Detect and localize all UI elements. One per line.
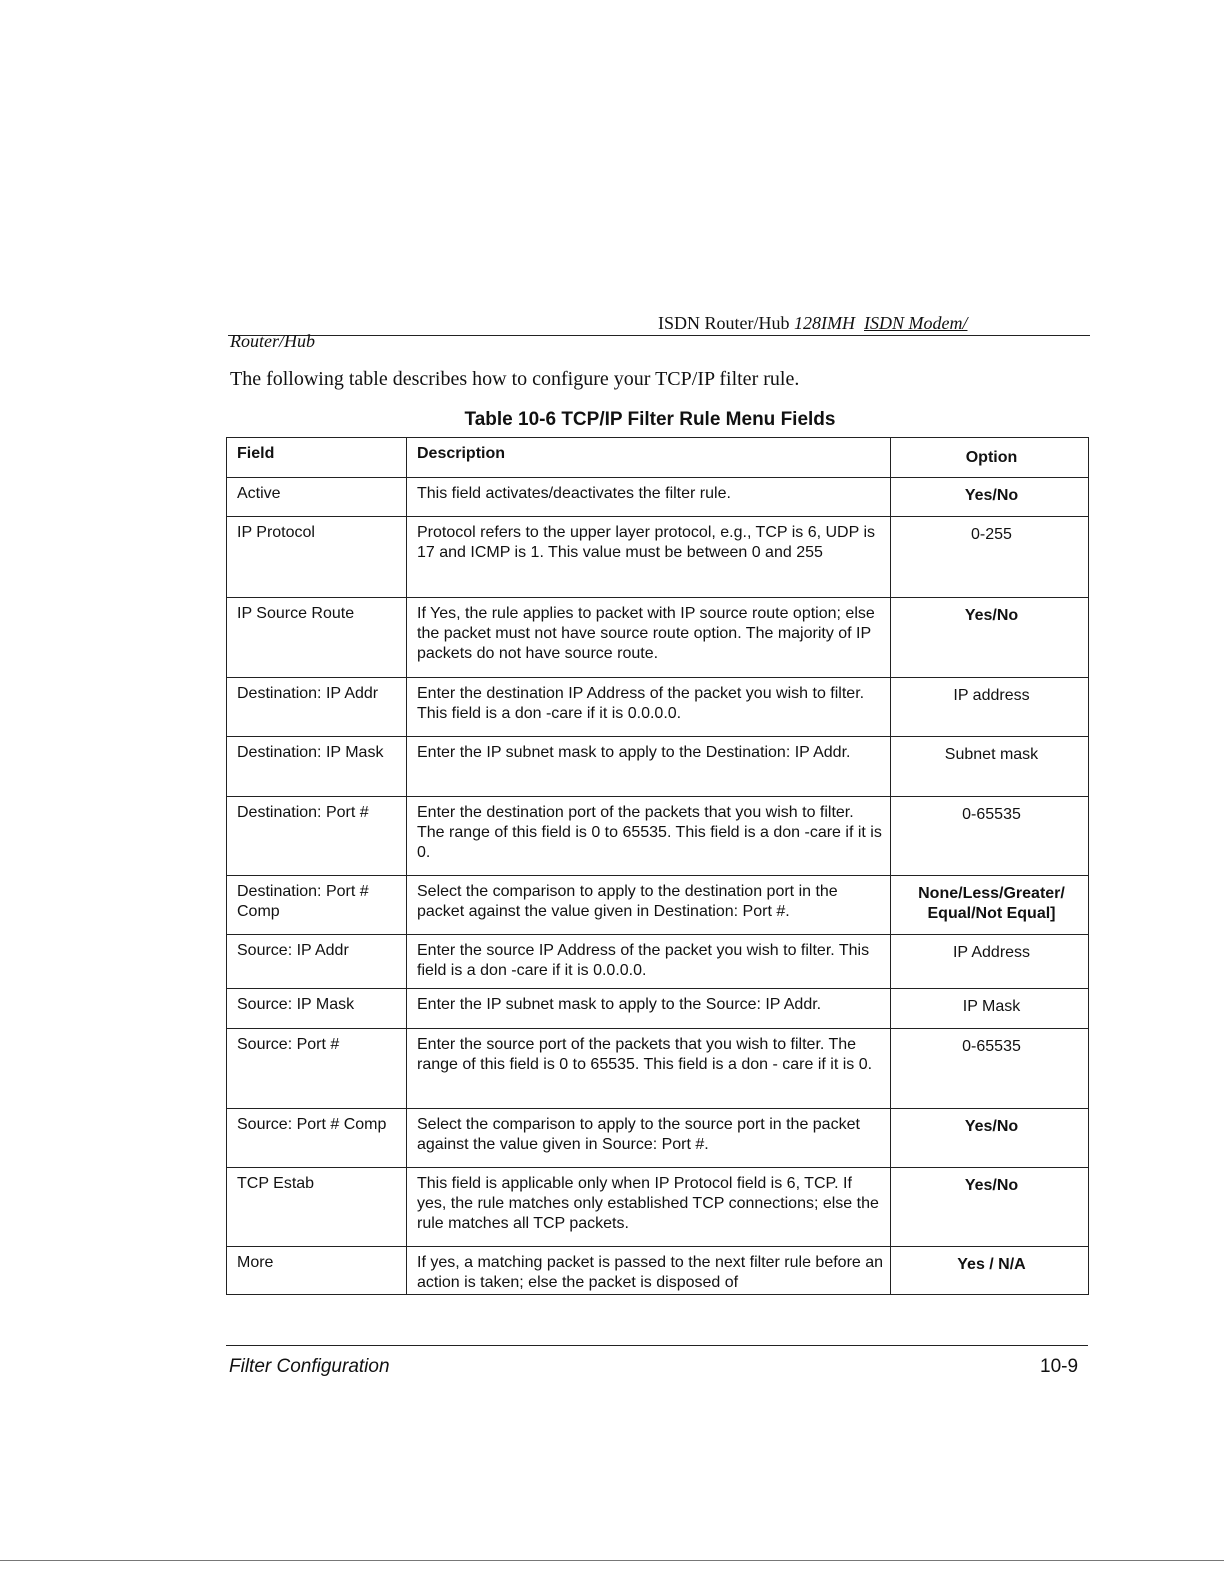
field-cell <box>227 1247 407 1295</box>
header-option <box>891 438 1089 478</box>
table-row <box>227 1168 1089 1247</box>
footer-divider <box>226 1345 1088 1346</box>
field-description: Enter the source IP Address of the packet you wish to filter. This field is a don -care if it is 0.0.0.0. <box>417 942 870 979</box>
description-cell <box>407 1109 891 1168</box>
header-option-label: Option <box>965 449 1018 466</box>
field-name: Destination: IP Addr <box>237 685 379 702</box>
header-spacer <box>855 313 864 333</box>
option-cell <box>891 989 1089 1029</box>
description-cell <box>407 737 891 797</box>
option-cell <box>891 737 1089 797</box>
scan-edge-line <box>0 1560 1224 1561</box>
field-description: Protocol refers to the upper layer protocol, e.g., TCP is 6, UDP is 17 and ICMP is 1. This value must be between 0 and 255 <box>417 524 875 561</box>
field-option: Yes/No <box>964 1177 1019 1194</box>
header-model: 128IMH <box>794 313 855 333</box>
field-description: Enter the destination port of the packets that you wish to filter. The range of this field is 0 to 65535. This field is a don -care if it is 0. <box>417 804 882 861</box>
field-cell <box>227 1029 407 1109</box>
option-cell <box>891 517 1089 598</box>
table-row <box>227 1109 1089 1168</box>
table-row <box>227 678 1089 737</box>
field-cell <box>227 598 407 678</box>
field-cell <box>227 797 407 876</box>
field-cell <box>227 478 407 517</box>
field-option: 0-65535 <box>962 806 1021 823</box>
field-cell <box>227 517 407 598</box>
table-row <box>227 737 1089 797</box>
field-description: Select the comparison to apply to the destination port in the packet against the value given in Destination: Port #. <box>417 883 838 920</box>
table-row <box>227 876 1089 935</box>
description-cell <box>407 935 891 989</box>
table-row <box>227 935 1089 989</box>
option-cell <box>891 1109 1089 1168</box>
field-option: Yes / N/A <box>957 1256 1026 1273</box>
option-cell <box>891 1168 1089 1247</box>
option-cell <box>891 1029 1089 1109</box>
field-name: Source: IP Addr <box>237 942 349 959</box>
footer-section-title: Filter Configuration <box>229 1356 390 1377</box>
field-option: IP Mask <box>962 998 1021 1015</box>
field-name: Destination: IP Mask <box>237 744 384 761</box>
field-name: More <box>237 1254 274 1271</box>
option-cell <box>891 797 1089 876</box>
field-option: 0-65535 <box>962 1038 1021 1055</box>
field-name: Source: IP Mask <box>237 996 355 1013</box>
field-option: Yes/No <box>964 1118 1019 1135</box>
header-divider <box>228 335 1090 336</box>
field-option: Yes/No <box>964 607 1019 624</box>
field-cell <box>227 1168 407 1247</box>
field-option: None/Less/Greater/ Equal/Not Equal] <box>918 885 1065 922</box>
field-cell <box>227 1109 407 1168</box>
field-name: TCP Estab <box>237 1175 315 1192</box>
page-number: 10-9 <box>1040 1356 1079 1377</box>
filter-rule-table <box>226 437 1089 1295</box>
field-name: Source: Port # Comp <box>237 1116 387 1133</box>
table-header-row <box>227 438 1089 478</box>
field-cell <box>227 935 407 989</box>
field-description: This field activates/deactivates the filter rule. <box>417 485 731 502</box>
header-field <box>227 438 407 478</box>
field-option: Subnet mask <box>944 746 1039 763</box>
field-option: Yes/No <box>964 487 1019 504</box>
running-header <box>658 313 967 334</box>
field-name: IP Source Route <box>237 605 355 622</box>
description-cell <box>407 1247 891 1295</box>
field-cell <box>227 989 407 1029</box>
table-caption: Table 10-6 TCP/IP Filter Rule Menu Fields <box>464 409 836 430</box>
header-product: ISDN Modem/ <box>864 313 968 333</box>
field-description: This field is applicable only when IP Protocol field is 6, TCP. If yes, the rule matches only established TCP connections; else the rule matches all TCP packets. <box>417 1175 879 1232</box>
option-cell <box>891 876 1089 935</box>
field-option: IP address <box>953 687 1030 704</box>
field-name: Destination: Port # <box>237 804 369 821</box>
field-name: IP Protocol <box>237 524 315 541</box>
description-cell <box>407 478 891 517</box>
field-option: IP Address <box>952 944 1031 961</box>
field-cell <box>227 876 407 935</box>
field-cell <box>227 678 407 737</box>
option-cell <box>891 598 1089 678</box>
field-cell <box>227 737 407 797</box>
table-row <box>227 478 1089 517</box>
table-row <box>227 797 1089 876</box>
field-description: Select the comparison to apply to the source port in the packet against the value given in Source: Port #. <box>417 1116 860 1153</box>
description-cell <box>407 797 891 876</box>
description-cell <box>407 678 891 737</box>
table-row <box>227 989 1089 1029</box>
field-description: Enter the IP subnet mask to apply to the Source: IP Addr. <box>417 996 822 1013</box>
description-cell <box>407 1168 891 1247</box>
field-description: Enter the source port of the packets that you wish to filter. The range of this field is 0 to 65535. This field is a don - care if it is 0. <box>417 1036 873 1073</box>
field-option: 0-255 <box>971 526 1012 543</box>
header-description <box>407 438 891 478</box>
table-row <box>227 1029 1089 1109</box>
header-description-label: Description <box>417 445 506 462</box>
table-row <box>227 598 1089 678</box>
table-row <box>227 517 1089 598</box>
description-cell <box>407 598 891 678</box>
header-field-label: Field <box>237 445 275 462</box>
field-name: Active <box>237 485 281 502</box>
option-cell <box>891 478 1089 517</box>
option-cell <box>891 935 1089 989</box>
header-continuation: Router/Hub <box>230 331 315 351</box>
field-description: Enter the IP subnet mask to apply to the Destination: IP Addr. <box>417 744 851 761</box>
field-name: Source: Port # <box>237 1036 340 1053</box>
field-description: If Yes, the rule applies to packet with IP source route option; else the packet must not have source route option. The majority of IP packets do not have source route. <box>417 605 875 662</box>
option-cell <box>891 678 1089 737</box>
header-text: ISDN Router/Hub <box>658 313 794 333</box>
field-description: If yes, a matching packet is passed to the next filter rule before an action is taken; else the packet is disposed of <box>417 1254 884 1291</box>
description-cell <box>407 1029 891 1109</box>
description-cell <box>407 517 891 598</box>
intro-paragraph: The following table describes how to configure your TCP/IP filter rule. <box>230 368 800 390</box>
option-cell <box>891 1247 1089 1295</box>
table-row <box>227 1247 1089 1295</box>
field-description: Enter the destination IP Address of the packet you wish to filter. This field is a don -care if it is 0.0.0.0. <box>417 685 865 722</box>
field-name: Destination: Port # Comp <box>237 883 369 920</box>
description-cell <box>407 876 891 935</box>
description-cell <box>407 989 891 1029</box>
